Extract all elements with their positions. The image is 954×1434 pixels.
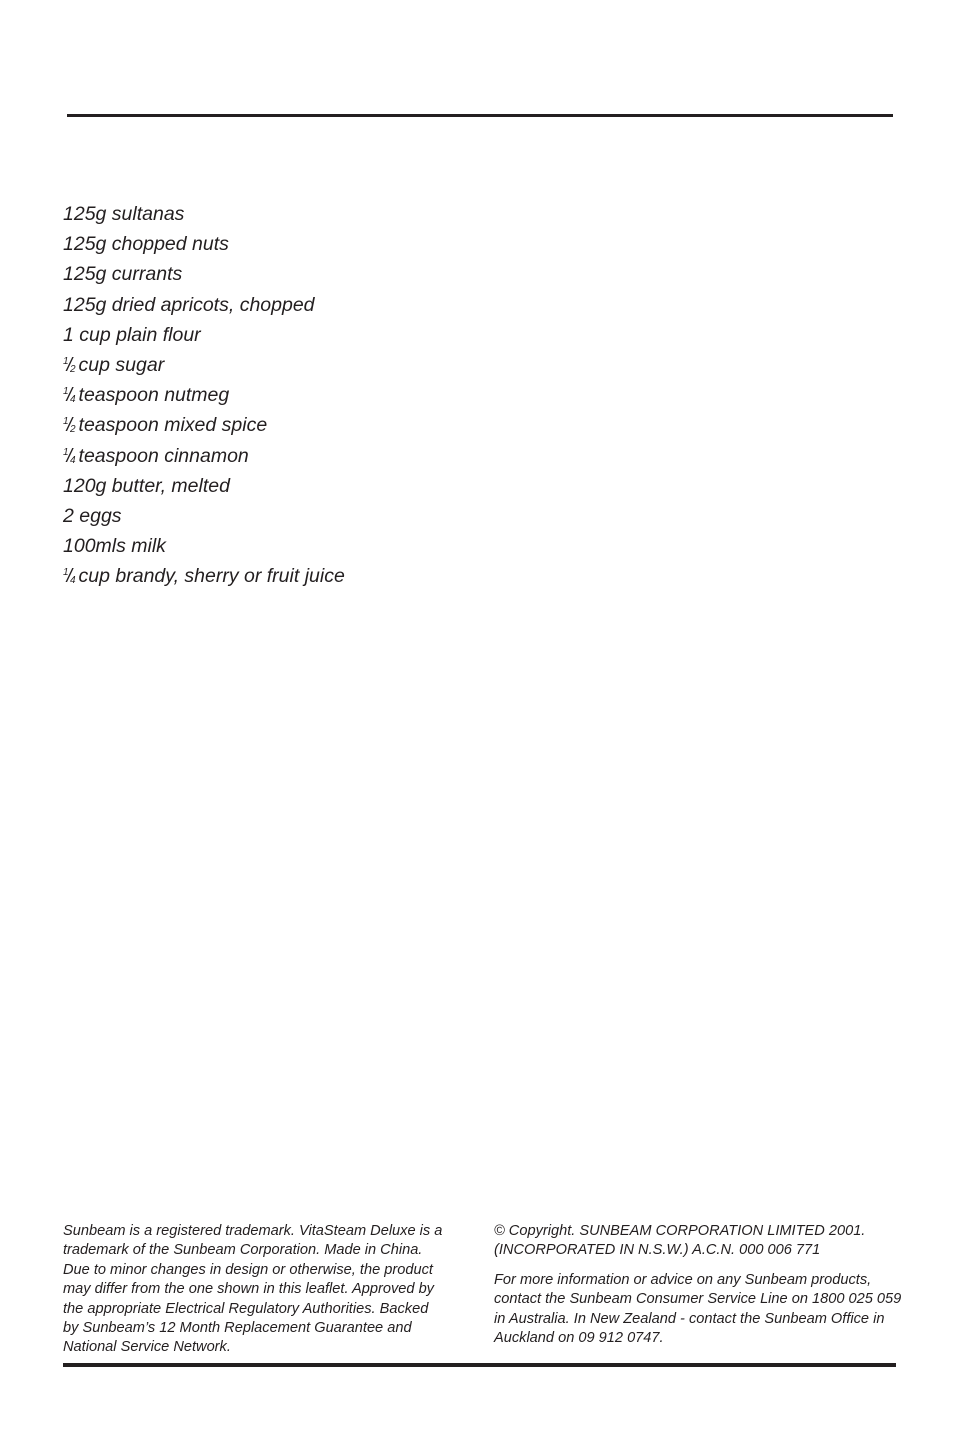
trademark-line: Due to minor changes in design or otherwise, the product [63, 1261, 433, 1278]
fraction-denominator: 4 [69, 394, 75, 406]
ingredient-item [63, 259, 345, 289]
fraction-denominator: 2 [69, 363, 75, 375]
fraction-numerator: 1 [63, 567, 68, 579]
ingredient-item [63, 531, 345, 561]
ingredient-text: teaspoon cinnamon [78, 444, 249, 467]
contact-line: For more information or advice on any Sunbeam products, [494, 1271, 872, 1288]
fraction: $^1$/2 [63, 414, 75, 437]
ingredient-item [63, 199, 345, 229]
ingredient-text: cup sugar [78, 353, 165, 376]
ingredient-item [63, 410, 345, 440]
trademark-line: may differ from the one shown in this leaflet. Approved by [63, 1281, 434, 1298]
trademark-line: Sunbeam is a registered trademark. VitaSteam Deluxe is a [63, 1223, 443, 1239]
ingredient-text: 2 eggs [63, 504, 122, 527]
contact-info [494, 1271, 901, 1349]
ingredient-item [63, 561, 345, 591]
ingredient-item [63, 380, 345, 410]
fraction-numerator: 1 [63, 446, 68, 458]
ingredient-text: 100mls milk [63, 535, 166, 558]
trademark-line: by Sunbeam’s 12 Month Replacement Guarantee and [63, 1320, 412, 1337]
fraction: $^1$/4 [63, 384, 75, 407]
fraction: $^1$/4 [63, 444, 75, 467]
ingredient-text: 125g dried apricots, chopped [63, 293, 315, 316]
copyright-line: © Copyright. SUNBEAM CORPORATION LIMITED 2001. [494, 1223, 866, 1239]
fraction-denominator: 2 [69, 424, 75, 436]
contact-line: Auckland on 09 912 0747. [494, 1330, 664, 1347]
bottom-divider [63, 1363, 896, 1367]
trademark-line: National Service Network. [63, 1339, 231, 1356]
ingredient-item [63, 290, 345, 320]
fraction-denominator: 4 [69, 575, 75, 587]
ingredient-item [63, 320, 345, 350]
ingredient-item [63, 441, 345, 471]
trademark-line: the appropriate Electrical Regulatory Authorities. Backed [63, 1300, 429, 1317]
copyright-line: (INCORPORATED IN N.S.W.) A.C.N. 000 006 771 [494, 1242, 821, 1259]
fraction: $^1$/2 [63, 353, 75, 376]
fraction-numerator: 1 [63, 416, 68, 428]
top-divider [67, 114, 893, 117]
ingredient-text: cup brandy, sherry or fruit juice [78, 565, 345, 588]
ingredient-text: 125g chopped nuts [63, 233, 229, 256]
trademark-notice [63, 1222, 442, 1358]
trademark-line: trademark of the Sunbeam Corporation. Made in China. [63, 1242, 423, 1259]
ingredient-item [63, 501, 345, 531]
ingredient-item [63, 471, 345, 501]
ingredient-item [63, 350, 345, 380]
fraction-numerator: 1 [63, 386, 68, 398]
copyright-notice [494, 1222, 901, 1261]
contact-line: contact the Sunbeam Consumer Service Line on 1800 025 059 [494, 1291, 902, 1308]
copyright-contact [494, 1222, 901, 1348]
fraction-numerator: 1 [63, 355, 68, 367]
ingredient-text: 125g sultanas [63, 203, 185, 225]
ingredient-text: 120g butter, melted [63, 474, 230, 497]
fraction-denominator: 4 [69, 454, 75, 466]
ingredient-text: 125g currants [63, 263, 183, 286]
ingredient-list [63, 199, 345, 591]
ingredient-text: 1 cup plain flour [63, 323, 201, 346]
fraction: $^1$/4 [63, 565, 75, 588]
ingredient-text: teaspoon nutmeg [78, 384, 230, 407]
ingredient-text: teaspoon mixed spice [78, 414, 268, 437]
ingredient-item [63, 229, 345, 259]
contact-line: in Australia. In New Zealand - contact the Sunbeam Office in [494, 1310, 885, 1327]
